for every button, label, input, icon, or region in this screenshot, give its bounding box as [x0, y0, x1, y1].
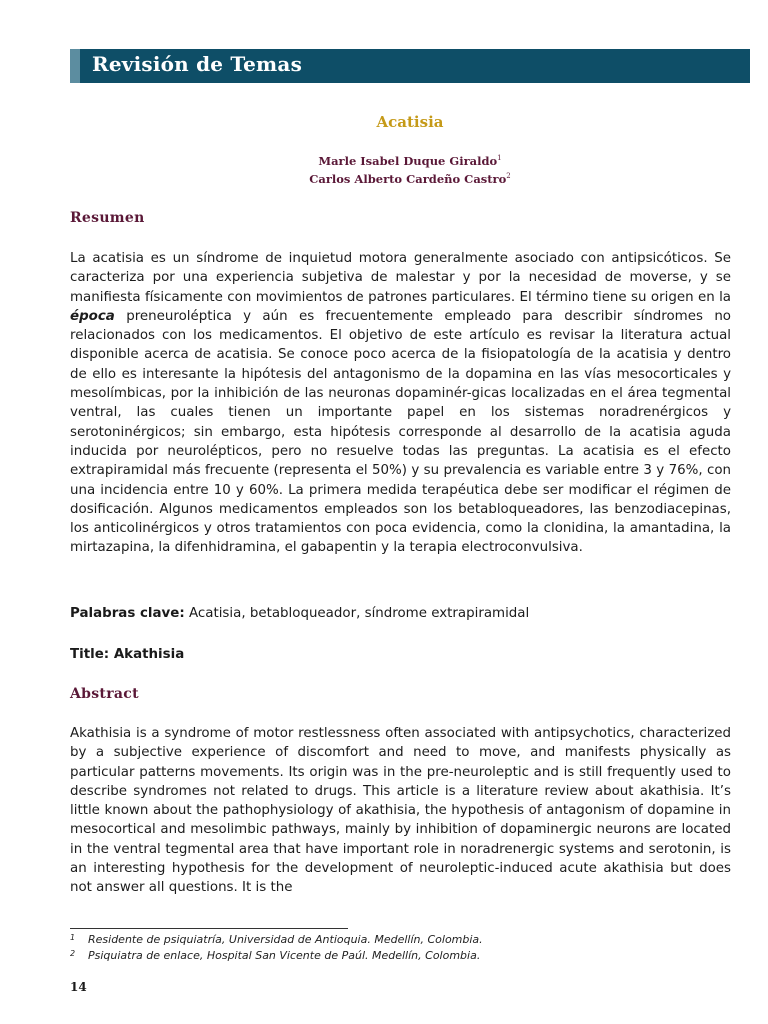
resumen-text-part2: preneuroléptica y aún es frecuentemente empleado para describir síndromes no relacionados con los medicamentos. El objetivo de este artículo es revisar la literatura actual disponible acerca de acatisia. Se conoce poco acerca de la fisiopatología de la acatisia y dentro de ello es interesante la hipótesis del antagonismo de la dopamina en las vías mesocorticales y mesolímbicas, por la inhibición de las neuronas dopaminér-gicas localizadas en el área tegmental ventral, las cuales tienen un importante papel en los sistemas noradrenérgicos y serotoninérgicos; sin embargo, esta hipótesis corresponde al desarrollo de la acatisia aguda inducida por neurolépticos, pero no resuelve todas las preguntas. La acatisia es el efecto extrapiramidal más frecuente (representa el 50%) y su prevalencia es variable entre 3 y 76%, con una incidencia entre 10 y 60%. La primera medida terapéutica debe ser modificar el régimen de dosificación. Algunos medicamentos empleados son los betabloqueadores, las benzodiacepinas, los anticolinérgicos y otros tratamientos con poca evidencia, como la clonidina, la amantadina, la mirtazapina, la difenhidramina, el gabapentin y la terapia electroconvulsiva.	[70, 308, 731, 556]
section-title: Revisión de Temas	[92, 52, 303, 76]
author-2	[70, 172, 750, 186]
author-note-marker: 1	[497, 154, 502, 163]
keywords-line	[70, 606, 731, 621]
author-name: Marle Isabel Duque Giraldo	[318, 154, 498, 168]
banner-accent-stripe	[70, 49, 80, 83]
author-1	[70, 154, 750, 168]
keywords-text: Acatisia, betabloqueador, síndrome extrapiramidal	[184, 606, 530, 621]
abstract-heading: Abstract	[70, 686, 139, 702]
section-banner	[70, 49, 750, 83]
author-name: Carlos Alberto Cardeño Castro	[309, 172, 507, 186]
footnote-1	[70, 933, 750, 946]
author-note-marker: 2	[506, 172, 511, 181]
article-title: Acatisia	[376, 113, 444, 131]
footnote-text: Residente de psiquiatría, Universidad de Antioquia. Medellín, Colombia.	[88, 933, 483, 946]
resumen-paragraph	[70, 249, 731, 558]
resumen-text-part1: La acatisia es un síndrome de inquietud motora generalmente asociado con antipsicóticos. Se caracteriza por una experiencia subjetiva de malestar y por la necesidad de moverse, y se manifiesta físicamente con movimientos de patrones particulares. El término tiene su origen en la	[70, 251, 731, 305]
footnote-divider	[70, 928, 348, 929]
resumen-heading: Resumen	[70, 210, 145, 226]
footnote-number: 2	[70, 949, 76, 958]
keywords-label: Palabras clave:	[70, 606, 185, 621]
footnote-text: Psiquiatra de enlace, Hospital San Vicente de Paúl. Medellín, Colombia.	[88, 949, 481, 962]
english-title: Title: Akathisia	[70, 647, 185, 662]
footnote-number: 1	[70, 933, 76, 942]
abstract-paragraph: Akathisia is a syndrome of motor restlessness often associated with antipsychotics, characterized by a subjective experience of discomfort and need to move, and manifests physically as particular patterns movements. Its origin was in the pre-neuroleptic and is still frequently used to describe syndromes not related to drugs. This article is a literature review about akathisia. It’s little known about the pathophysiology of akathisia, the hypothesis of antagonism of dopamine in mesocortical and mesolimbic pathways, mainly by inhibition of dopaminergic neurons are located in the ventral tegmental area that have important role in noradrenergic systems and serotonin, is an interesting hypothesis for the development of neuroleptic-induced acute akathisia but does not answer all questions. It is the	[70, 726, 731, 896]
resumen-emphasis: época	[70, 308, 115, 324]
footnote-2	[70, 949, 750, 962]
page-number: 14	[70, 980, 87, 994]
